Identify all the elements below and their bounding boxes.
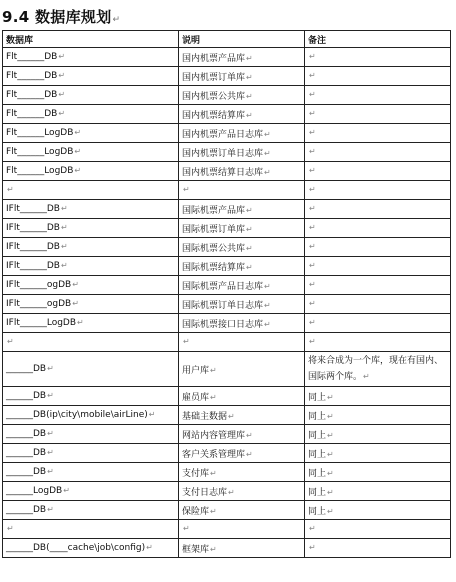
paragraph-mark: ↵ [309,90,316,99]
paragraph-mark: ↵ [327,430,334,440]
db-name: ______DB [6,364,47,374]
cell-desc [179,48,305,67]
cell-db [3,257,179,276]
cell-note [305,143,451,162]
cell-db [3,482,179,501]
cell-note [305,463,451,482]
description: 用户库 [182,365,210,376]
db-name: IFlt______DB [6,242,60,252]
cell-desc [179,501,305,520]
paragraph-mark: ↵ [246,262,253,272]
cell-note [305,501,451,520]
cell-desc [179,67,305,86]
db-name: ______DB(ip\city\mobile\airLine) [6,410,148,420]
note-text: 同上 [308,487,327,498]
db-name: IFlt______ogDB [6,299,72,309]
description: 国内机票产品库 [182,53,246,64]
header-note: 备注 [305,31,451,48]
paragraph-mark: ↵ [112,15,121,25]
cell-note [305,124,451,143]
paragraph-mark: ↵ [309,166,316,175]
paragraph-mark: ↵ [246,205,253,215]
table-row [3,67,451,86]
paragraph-mark: ↵ [47,448,54,457]
paragraph-mark: ↵ [327,392,334,402]
table-row [3,124,451,143]
cell-note [305,219,451,238]
paragraph-mark: ↵ [309,337,316,346]
cell-desc [179,219,305,238]
paragraph-mark: ↵ [47,505,54,514]
cell-desc [179,200,305,219]
cell-desc [179,276,305,295]
paragraph-mark: ↵ [58,71,66,80]
cell-db [3,67,179,86]
paragraph-mark: ↵ [210,468,217,478]
paragraph-mark: ↵ [47,467,54,476]
description: 国内机票结算日志库 [182,167,264,178]
table-row [3,105,451,124]
db-name: IFlt______ogDB [6,280,72,290]
paragraph-mark: ↵ [72,280,79,289]
paragraph-mark: ↵ [246,110,253,120]
cell-desc [179,314,305,333]
note-text: 同上 [308,506,327,517]
note-text: 同上 [308,392,327,403]
paragraph-mark: ↵ [210,544,217,554]
paragraph-mark: ↵ [309,524,316,533]
description: 支付库 [182,468,210,479]
paragraph-mark: ↵ [309,299,316,308]
db-name: ______DB [6,391,47,401]
cell-note [305,539,451,558]
cell-note [305,86,451,105]
table-row [3,86,451,105]
cell-note [305,520,451,539]
table-row [3,257,451,276]
description: 国内机票公共库 [182,91,246,102]
table-row [3,276,451,295]
paragraph-mark: ↵ [47,391,54,400]
paragraph-mark: ↵ [7,524,14,533]
cell-note [305,238,451,257]
section-heading-text: 9.4 数据库规划 [2,8,112,26]
description: 雇员库 [182,392,210,403]
db-name: ______DB [6,467,47,477]
description: 客户关系管理库 [182,449,246,460]
paragraph-mark: ↵ [309,242,316,251]
cell-note [305,181,451,200]
header-db: 数据库 [3,31,179,48]
cell-desc [179,406,305,425]
db-name: ______DB [6,448,47,458]
paragraph-mark: ↵ [47,364,54,373]
paragraph-mark: ↵ [210,506,217,516]
cell-desc [179,257,305,276]
cell-db [3,425,179,444]
cell-note [305,105,451,124]
cell-note [305,48,451,67]
paragraph-mark: ↵ [183,524,190,533]
table-row [3,200,451,219]
paragraph-mark: ↵ [264,167,271,177]
paragraph-mark: ↵ [246,91,253,101]
cell-db [3,539,179,558]
description: 国际机票结算库 [182,262,246,273]
paragraph-mark: ↵ [146,543,153,552]
description: 保险库 [182,506,210,517]
paragraph-mark: ↵ [74,147,82,156]
table-row [3,539,451,558]
paragraph-mark: ↵ [7,337,14,346]
cell-db [3,333,179,352]
cell-desc [179,352,305,387]
description: 国内机票订单日志库 [182,148,264,159]
db-name: ______LogDB [6,486,63,496]
cell-db [3,520,179,539]
paragraph-mark: ↵ [309,109,316,118]
description: 国际机票接口日志库 [182,319,264,330]
note-text: 同上 [308,411,327,422]
cell-desc [179,387,305,406]
paragraph-mark: ↵ [264,319,271,329]
paragraph-mark: ↵ [183,337,190,346]
table-row [3,387,451,406]
description: 网站内容管理库 [182,430,246,441]
paragraph-mark: ↵ [60,204,68,213]
cell-desc [179,444,305,463]
db-name: IFlt______DB [6,261,60,271]
paragraph-mark: ↵ [148,410,156,419]
description: 国内机票订单库 [182,72,246,83]
cell-note [305,295,451,314]
paragraph-mark: ↵ [246,430,253,440]
db-name: Flt______DB [6,109,58,119]
cell-db [3,162,179,181]
paragraph-mark: ↵ [210,392,217,402]
db-name: Flt______DB [6,90,58,100]
cell-note [305,406,451,425]
paragraph-mark: ↵ [309,223,316,232]
table-row [3,406,451,425]
cell-db [3,314,179,333]
header-desc: 说明 [179,31,305,48]
cell-note [305,333,451,352]
paragraph-mark: ↵ [309,52,316,61]
paragraph-mark: ↵ [246,53,253,63]
cell-db [3,501,179,520]
table-row [3,444,451,463]
cell-desc [179,86,305,105]
table-row [3,352,451,387]
paragraph-mark: ↵ [246,449,253,459]
paragraph-mark: ↵ [264,148,271,158]
cell-db [3,276,179,295]
cell-desc [179,295,305,314]
paragraph-mark: ↵ [309,204,316,213]
description: 支付日志库 [182,487,228,498]
paragraph-mark: ↵ [327,449,334,459]
cell-desc [179,463,305,482]
db-name: ______DB [6,505,47,515]
cell-desc [179,333,305,352]
paragraph-mark: ↵ [58,109,66,118]
db-name: ______DB(____cache\job\config) [6,543,146,553]
cell-db [3,219,179,238]
db-name: IFlt______DB [6,204,60,214]
table-row [3,501,451,520]
cell-db [3,143,179,162]
paragraph-mark: ↵ [246,224,253,234]
paragraph-mark: ↵ [7,185,14,194]
paragraph-mark: ↵ [327,411,334,421]
paragraph-mark: ↵ [309,318,316,327]
db-name: ______DB [6,429,47,439]
paragraph-mark: ↵ [58,90,66,99]
db-name: Flt______DB [6,71,58,81]
paragraph-mark: ↵ [63,486,70,495]
cell-desc [179,539,305,558]
cell-db [3,124,179,143]
note-text: 将来合成为一个库，现在有国内、国际两个库。 [308,355,444,382]
cell-note [305,67,451,86]
cell-note [305,257,451,276]
table-row [3,482,451,501]
table-row [3,295,451,314]
cell-note [305,387,451,406]
db-name: Flt______LogDB [6,147,74,157]
paragraph-mark: ↵ [309,280,316,289]
note-text: 同上 [308,449,327,460]
paragraph-mark: ↵ [60,261,68,270]
description: 国际机票产品日志库 [182,281,264,292]
table-body [3,48,451,558]
cell-desc [179,162,305,181]
table-row [3,425,451,444]
table-row [3,520,451,539]
paragraph-mark: ↵ [264,281,271,291]
paragraph-mark: ↵ [210,365,217,375]
cell-desc [179,425,305,444]
db-name: IFlt______DB [6,223,60,233]
description: 基础主数据 [182,411,228,422]
paragraph-mark: ↵ [74,128,82,137]
cell-db [3,463,179,482]
cell-desc [179,143,305,162]
paragraph-mark: ↵ [228,487,235,497]
paragraph-mark: ↵ [309,147,316,156]
table-row [3,181,451,200]
paragraph-mark: ↵ [47,429,54,438]
table-row [3,238,451,257]
paragraph-mark: ↵ [246,243,253,253]
cell-desc [179,181,305,200]
table-row [3,314,451,333]
cell-db [3,200,179,219]
cell-note [305,162,451,181]
cell-db [3,295,179,314]
table-row [3,219,451,238]
cell-db [3,238,179,257]
db-name: Flt______DB [6,52,58,62]
section-heading [2,6,120,27]
cell-desc [179,124,305,143]
cell-db [3,387,179,406]
paragraph-mark: ↵ [309,543,316,552]
paragraph-mark: ↵ [74,166,82,175]
paragraph-mark: ↵ [72,299,79,308]
paragraph-mark: ↵ [264,300,271,310]
cell-db [3,406,179,425]
cell-desc [179,520,305,539]
cell-note [305,200,451,219]
note-text: 同上 [308,430,327,441]
table-row [3,143,451,162]
paragraph-mark: ↵ [309,185,316,194]
table-header-row [3,31,451,48]
description: 国际机票订单日志库 [182,300,264,311]
paragraph-mark: ↵ [327,506,334,516]
paragraph-mark: ↵ [327,487,334,497]
cell-db [3,444,179,463]
paragraph-mark: ↵ [60,242,68,251]
note-text: 同上 [308,468,327,479]
cell-note [305,314,451,333]
paragraph-mark: ↵ [264,129,271,139]
cell-db [3,86,179,105]
table-row [3,333,451,352]
cell-note [305,352,451,387]
cell-desc [179,238,305,257]
description: 国内机票产品日志库 [182,129,264,140]
paragraph-mark: ↵ [228,411,235,421]
paragraph-mark: ↵ [246,72,253,82]
paragraph-mark: ↵ [363,371,370,381]
paragraph-mark: ↵ [60,223,68,232]
paragraph-mark: ↵ [58,52,66,61]
cell-note [305,276,451,295]
cell-db [3,181,179,200]
cell-note [305,444,451,463]
description: 国际机票产品库 [182,205,246,216]
db-name: Flt______LogDB [6,128,74,138]
table-row [3,162,451,181]
database-plan-table [2,30,451,558]
cell-db [3,105,179,124]
cell-desc [179,482,305,501]
db-name: IFlt______LogDB [6,318,77,328]
description: 国际机票公共库 [182,243,246,254]
table-row [3,463,451,482]
table-row [3,48,451,67]
cell-db [3,48,179,67]
description: 框架库 [182,544,210,555]
cell-db [3,352,179,387]
description: 国际机票订单库 [182,224,246,235]
cell-note [305,425,451,444]
description: 国内机票结算库 [182,110,246,121]
cell-note [305,482,451,501]
paragraph-mark: ↵ [309,261,316,270]
cell-desc [179,105,305,124]
paragraph-mark: ↵ [309,128,316,137]
paragraph-mark: ↵ [309,71,316,80]
paragraph-mark: ↵ [77,318,84,327]
db-name: Flt______LogDB [6,166,74,176]
paragraph-mark: ↵ [327,468,334,478]
paragraph-mark: ↵ [183,185,190,194]
